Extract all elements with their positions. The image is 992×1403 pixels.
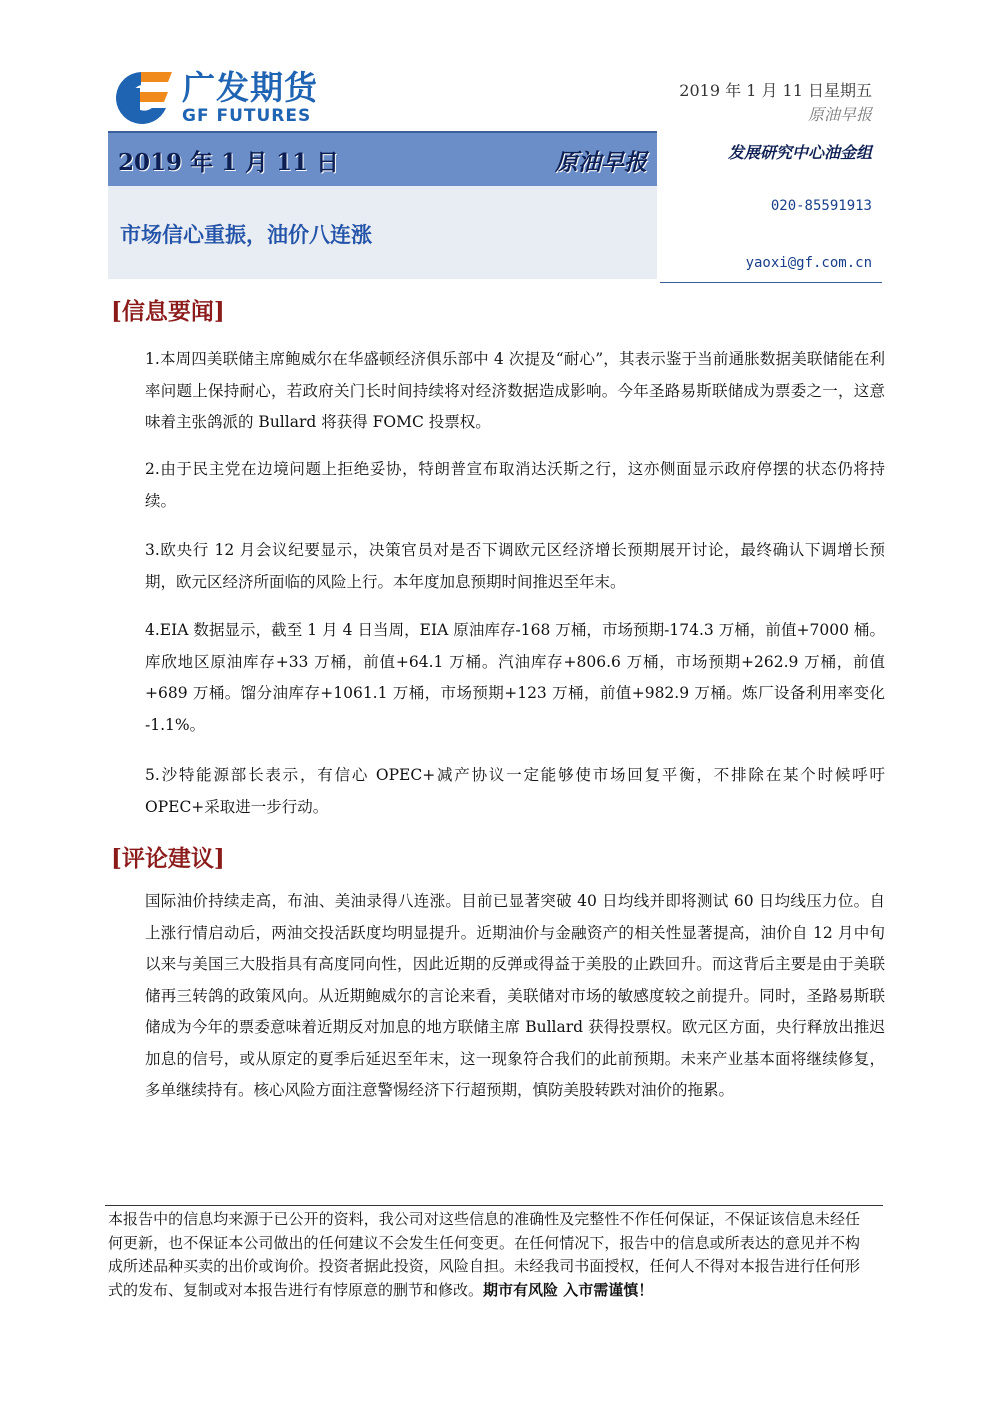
news-item-1: 1.本周四美联储主席鲍威尔在华盛顿经济俱乐部中 4 次提及“耐心”，其表示鉴于当前通胀数据美联储能在利率问题上保持耐心，若政府关门长时间持续将对经济数据造成影响。今年圣路易斯联储成为票委之一，这意味着主张鸽派的 Bullard 将获得 FOMC 投票权。 bbox=[145, 350, 885, 431]
brand-name-cn: 广发期货 bbox=[182, 68, 318, 107]
band-date: 2019 年 1 月 11 日 bbox=[118, 149, 340, 176]
news-item-4: 4.EIA 数据显示，截至 1 月 4 日当周，EIA 原油库存-168 万桶，市场预期-174.3 万桶，前值+7000 桶。库欣地区原油库存+33 万桶，前值+64.1 万桶。汽油库存+806.6 万桶，市场预期+262.9 万桶，前值+689 万桶。馏分油库存+1061.1 万桶，市场预期+123 万桶，前值+982.9 万桶。炼厂设备利用率变化 -1.1%。 bbox=[145, 621, 885, 734]
contact-email[interactable]: yaoxi@gf.com.cn bbox=[745, 255, 872, 271]
research-team: 发展研究中心油金组 bbox=[727, 143, 872, 162]
contact-phone: 020-85591913 bbox=[770, 198, 872, 214]
band-title: 原油早报 bbox=[555, 149, 647, 176]
header-report-type: 原油早报 bbox=[807, 105, 872, 124]
header-date: 2019 年 1 月 11 日星期五 bbox=[679, 81, 872, 100]
risk-warning: 期市有风险 入市需谨慎！ bbox=[483, 1280, 654, 1299]
disclaimer-text: 本报告中的信息均来源于已公开的资料，我公司对这些信息的准确性及完整性不作任何保证，不保证该信息未经任何更新，也不保证本公司做出的任何建议不会发生任何变更。在任何情况下，报告中的信息或所表达的意见并不构成所述品种买卖的出价或询价。投资者据此投资，风险自担。未经我司书面授权，任何人不得对本报告进行任何形式的发布、复制或对本报告进行有悖原意的删节和修改。 bbox=[108, 1210, 860, 1299]
brand-name-en: GF FUTURES bbox=[182, 106, 312, 126]
headline-panel bbox=[108, 186, 657, 279]
news-item-5: 5.沙特能源部长表示，有信心 OPEC+减产协议一定能够使市场回复平衡，不排除在某个时候呼吁 OPEC+采取进一步行动。 bbox=[145, 766, 885, 816]
company-logo bbox=[106, 68, 366, 128]
section-title-comment: [评论建议] bbox=[111, 845, 225, 872]
gf-logo-icon bbox=[106, 68, 176, 128]
section-title-news: [信息要闻] bbox=[111, 298, 225, 325]
title-band bbox=[108, 131, 657, 187]
disclaimer bbox=[108, 1208, 860, 1302]
footer-divider bbox=[105, 1205, 883, 1206]
news-item-3: 3.欧央行 12 月会议纪要显示，决策官员对是否下调欧元区经济增长预期展开讨论，最终确认下调增长预期，欧元区经济所面临的风险上行。本年度加息预期时间推迟至年末。 bbox=[145, 541, 885, 591]
news-item-2: 2.由于民主党在边境问题上拒绝妥协，特朗普宣布取消达沃斯之行，这亦侧面显示政府停摆的状态仍将持续。 bbox=[145, 460, 885, 510]
comment-paragraph: 国际油价持续走高，布油、美油录得八连涨。目前已显著突破 40 日均线并即将测试 60 日均线压力位。自上涨行情启动后，两油交投活跃度均明显提升。近期油价与金融资产的相关性显著提高，油价自 12 月中旬以来与美国三大股指具有高度同向性，因此近期的反弹或得益于美股的止跌回升。而这背后主要是由于美联储再三转鸽的政策风向。从近期鲍威尔的言论来看，美联储对市场的敏感度较之前提升。同时，圣路易斯联储成为今年的票委意味着近期反对加息的地方联储主席 Bullard 获得投票权。欧元区方面，央行释放出推迟加息的信号，或从原定的夏季后延迟至年末，这一现象符合我们的此前预期。未来产业基本面将继续修复，多单继续持有。核心风险方面注意警惕经济下行超预期，慎防美股转跌对油价的拖累。 bbox=[145, 892, 885, 1099]
contact-divider bbox=[660, 282, 882, 283]
headline: 市场信心重振，油价八连涨 bbox=[120, 222, 372, 247]
